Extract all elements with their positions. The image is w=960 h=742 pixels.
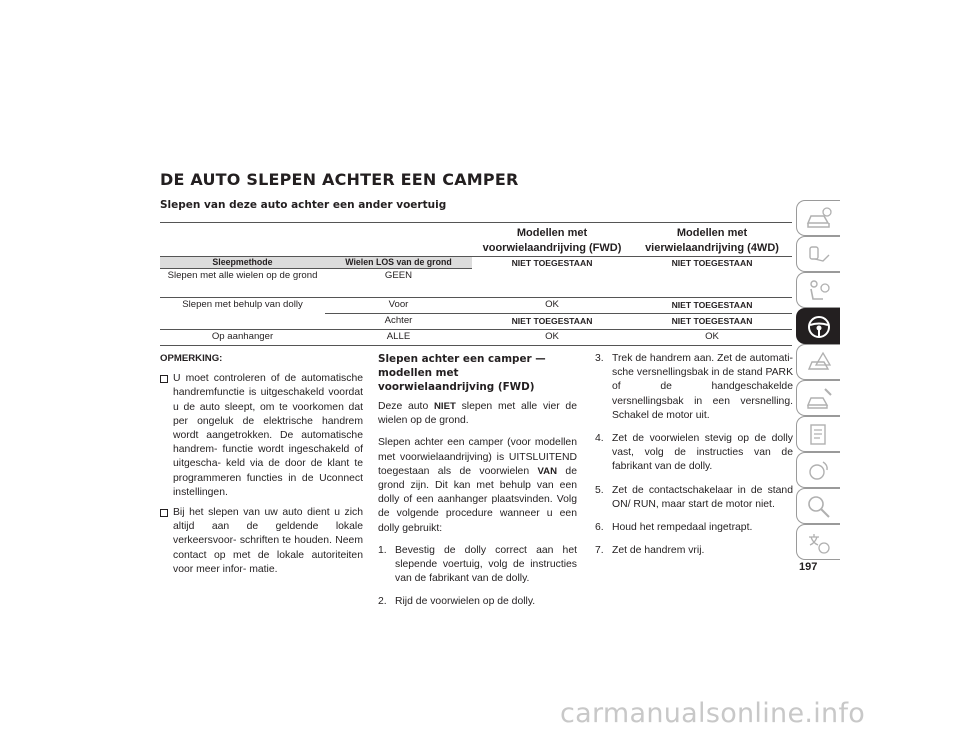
watermark: carmanualsonline.info xyxy=(560,698,866,729)
step-item: 3. Trek de handrem aan. Zet de automati- sche versnellingsbak in de stand PARK of de handgeschakelde versnellingsbak in een versnelling. Schakel de motor uit. xyxy=(595,353,793,421)
header-fwd: Modellen met voorwielaandrijving (FWD) xyxy=(482,227,622,254)
fwd-procedure-column xyxy=(378,352,577,619)
awd-not-allowed: NIET TOEGESTAAN xyxy=(671,258,753,268)
step-item: 5. Zet de contactschakelaar in de stand ON/ RUN, maar start de motor niet. xyxy=(595,484,793,510)
page-title: DE AUTO SLEPEN ACHTER EEN CAMPER xyxy=(160,170,519,189)
checkbox-bullet-icon xyxy=(160,509,168,517)
keyword-niet: NIET xyxy=(433,401,456,412)
row-all-wheels-wheels: GEEN xyxy=(384,270,413,281)
steering-wheel-icon xyxy=(805,313,833,341)
step-item: 6. Houd het rempedaal ingetrapt. xyxy=(595,522,753,534)
paragraph: Slepen achter een camper (voor modellen met voorwielaandrijving) is UITSLUITEND toegestaan als de voorwielen VAN de grond zijn. Dit kan met behulp van een dolly of een aanhanger plaatsvinden. Volg de volgende procedure wanneer u een dolly gebruikt: xyxy=(378,437,577,534)
languages-icon xyxy=(805,529,833,557)
tab-languages[interactable] xyxy=(796,524,840,560)
step-item: 7. Zet de handrem vrij. xyxy=(595,545,705,557)
tab-safety[interactable] xyxy=(796,272,840,308)
row-dolly-front-4wd: NIET TOEGESTAAN xyxy=(671,300,753,310)
row-dolly-method: Slepen met behulp van dolly xyxy=(182,299,303,310)
car-service-icon xyxy=(805,385,833,413)
row-dolly-rear-wheels: Achter xyxy=(384,315,413,326)
page-number: 197 xyxy=(799,561,818,573)
row-all-wheels-method: Slepen met alle wielen op de grond xyxy=(167,270,318,281)
car-keys-icon xyxy=(805,241,833,269)
specifications-icon xyxy=(805,421,833,449)
tab-multimedia[interactable] xyxy=(796,452,840,488)
step-item: 1. Bevestig de dolly correct aan het slepende voertuig, volg de instructies van de fabrikant van de dolly. xyxy=(378,544,577,585)
note-bullet-text: Bij het slepen van uw auto dient u zich altijd aan de geldende lokale verkeersvoor- schriften te houden. Neem contact op met de lokale autoriteiten voor meer infor- matie. xyxy=(173,507,363,575)
row-dolly-rear-fwd: NIET TOEGESTAAN xyxy=(511,316,593,326)
multimedia-icon xyxy=(805,457,833,485)
header-4wd: Modellen met vierwielaandrijving (4WD) xyxy=(645,227,779,254)
steps-column xyxy=(595,352,793,567)
tab-service[interactable] xyxy=(796,380,840,416)
row-dolly-rear-4wd: NIET TOEGESTAAN xyxy=(671,316,753,326)
tab-driving[interactable] xyxy=(796,308,840,344)
tab-car-info[interactable] xyxy=(796,200,840,236)
paragraph: Deze auto NIET slepen met alle vier de wielen op de grond. xyxy=(378,401,577,427)
tab-specifications[interactable] xyxy=(796,416,840,452)
header-method: Sleepmethode xyxy=(160,257,325,268)
header-wheels: Wielen LOS van de grond xyxy=(325,257,472,268)
note-bullet xyxy=(160,506,363,577)
tab-keys[interactable] xyxy=(796,236,840,272)
tab-emergency[interactable] xyxy=(796,344,840,380)
keyword-van: VAN xyxy=(537,465,558,477)
row-trailer-wheels: ALLE xyxy=(386,331,411,342)
row-dolly-front-wheels: Voor xyxy=(388,299,409,310)
note-label: OPMERKING: xyxy=(160,353,223,364)
step-item: 2. Rijd de voorwielen op de dolly. xyxy=(378,596,536,608)
note-bullet xyxy=(160,372,363,500)
section-heading: Slepen achter een camper — modellen met voorwielaandrijving (FWD) xyxy=(378,353,546,393)
airbag-seat-icon xyxy=(805,277,833,305)
fwd-not-allowed: NIET TOEGESTAAN xyxy=(511,258,593,268)
note-column xyxy=(160,352,363,583)
row-trailer-fwd: OK xyxy=(545,331,559,342)
search-icon xyxy=(805,493,833,521)
checkbox-bullet-icon xyxy=(160,375,168,383)
car-warning-icon xyxy=(805,349,833,377)
section-subtitle: Slepen van deze auto achter een ander voertuig xyxy=(160,199,447,211)
step-item: 4. Zet de voorwielen stevig op de dolly vast, volg de instructies van de fabrikant van de dolly. xyxy=(595,433,793,473)
row-dolly-front-fwd: OK xyxy=(545,299,559,310)
tab-index[interactable] xyxy=(796,488,840,524)
note-bullet-text: U moet controleren of de automatische handremfunctie is uitgeschakeld voordat u de auto sleept, om te voorkomen dat per ongeluk de elektrische handrem wordt aangetrokken. De automatische handrem- functie wordt ingeschakeld of uitgescha- keld via de door de klant te programmeren functies in de Uconnect instellingen. xyxy=(173,373,363,498)
row-trailer-method: Op aanhanger xyxy=(211,331,274,342)
row-trailer-4wd: OK xyxy=(705,331,719,342)
car-info-icon xyxy=(805,205,833,233)
